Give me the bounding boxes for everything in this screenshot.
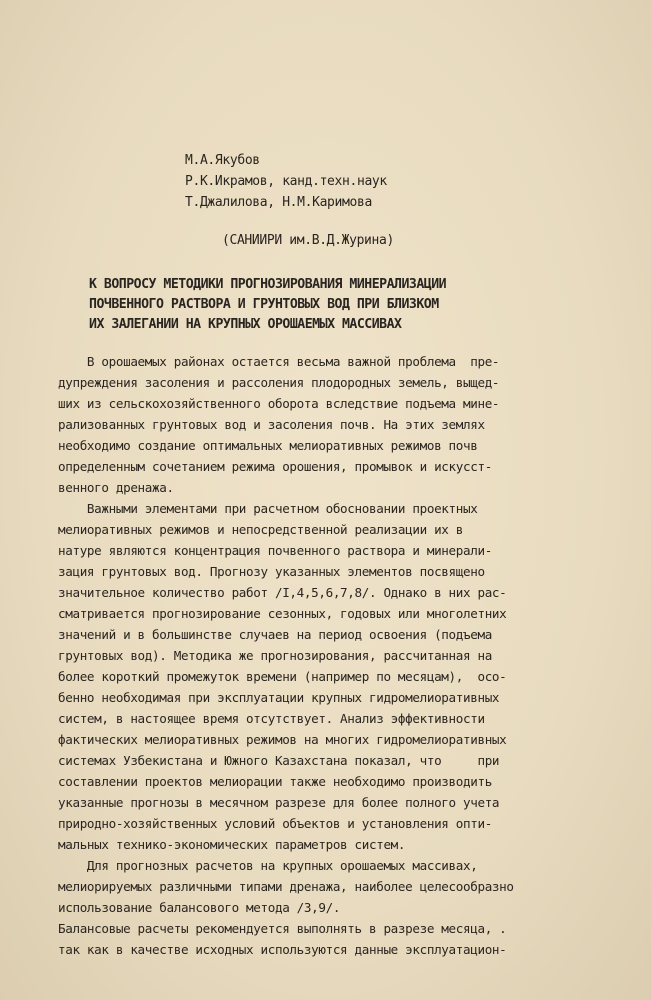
text-line: сматривается прогнозирование сезонных, годовых или многолетних bbox=[58, 606, 507, 621]
text-line: венного дренажа. bbox=[58, 480, 174, 495]
text-line: мелиоративных режимов и непосредственной реализации их в bbox=[58, 522, 463, 537]
text-line: природно-хозяйственных условий объектов и установления опти- bbox=[58, 816, 492, 831]
text-line: мальных технико-экономических параметров систем. bbox=[58, 837, 406, 852]
text-line: натуре являются концентрация почвенного раствора и минерали- bbox=[58, 543, 492, 558]
text-line: указанные прогнозы в месячном разрезе для более полного учета bbox=[58, 795, 500, 810]
text-line: так как в качестве исходных используются данные эксплуатацион- bbox=[58, 942, 507, 957]
text-line: значений и в большинстве случаев на период освоения (подъема bbox=[58, 627, 492, 642]
text-line: грунтовых вод). Методика же прогнозирования, рассчитанная на bbox=[58, 648, 492, 663]
text-line: составлении проектов мелиорации также необходимо производить bbox=[58, 774, 492, 789]
text-line: систем, в настоящее время отсутствует. Анализ эффективности bbox=[58, 711, 485, 726]
text-line: необходимо создание оптимальных мелиоративных режимов почв bbox=[58, 438, 478, 453]
text-line: зация грунтовых вод. Прогнозу указанных элементов посвящено bbox=[58, 564, 485, 579]
title-line: К ВОПРОСУ МЕТОДИКИ ПРОГНОЗИРОВАНИЯ МИНЕРАЛИЗАЦИИ bbox=[89, 277, 447, 292]
text-line: Важными элементами при расчетном обосновании проектных bbox=[58, 501, 478, 516]
text-line: дупреждения засоления и рассоления плодородных земель, выщед- bbox=[58, 375, 500, 390]
text-line: ших из сельскохозяйственного оборота вследствие подъема мине- bbox=[58, 396, 500, 411]
text-line: рализованных грунтовых вод и засоления почв. На этих землях bbox=[58, 417, 485, 432]
text-line: В орошаемых районах остается весьма важной проблема пре- bbox=[58, 354, 500, 369]
text-line: значительное количество работ /I,4,5,6,7,8/. Однако в них рас- bbox=[58, 585, 507, 600]
text-line: мелиорируемых различными типами дренажа, наиболее целесообразно bbox=[58, 879, 514, 894]
author-line: Р.К.Икрамов, канд.техн.наук bbox=[185, 174, 387, 189]
text-line: Балансовые расчеты рекомендуется выполнять в разрезе месяца, . bbox=[58, 921, 507, 936]
text-line: использование балансового метода /3,9/. bbox=[58, 900, 341, 915]
text-line: системах Узбекистана и Южного Казахстана показал, что при bbox=[58, 753, 500, 768]
institution: (САНИИРИ им.В.Д.Журина) bbox=[222, 233, 394, 248]
text-line: определенным сочетанием режима орошения, промывок и искусст- bbox=[58, 459, 492, 474]
author-line: М.А.Якубов bbox=[185, 153, 260, 168]
text-line: Для прогнозных расчетов на крупных орошаемых массивах, bbox=[58, 858, 478, 873]
title-line: ИХ ЗАЛЕГАНИИ НА КРУПНЫХ ОРОШАЕМЫХ МАССИВАХ bbox=[89, 317, 402, 332]
title-line: ПОЧВЕННОГО РАСТВОРА И ГРУНТОВЫХ ВОД ПРИ БЛИЗКОМ bbox=[89, 297, 439, 312]
text-line: фактических мелиоративных режимов на многих гидромелиоративных bbox=[58, 732, 507, 747]
text-line: бенно необходимая при эксплуатации крупных гидромелиоративных bbox=[58, 690, 500, 705]
author-line: Т.Джалилова, Н.М.Каримова bbox=[185, 195, 372, 210]
text-line: более короткий промежуток времени (например по месяцам), осо- bbox=[58, 669, 507, 684]
